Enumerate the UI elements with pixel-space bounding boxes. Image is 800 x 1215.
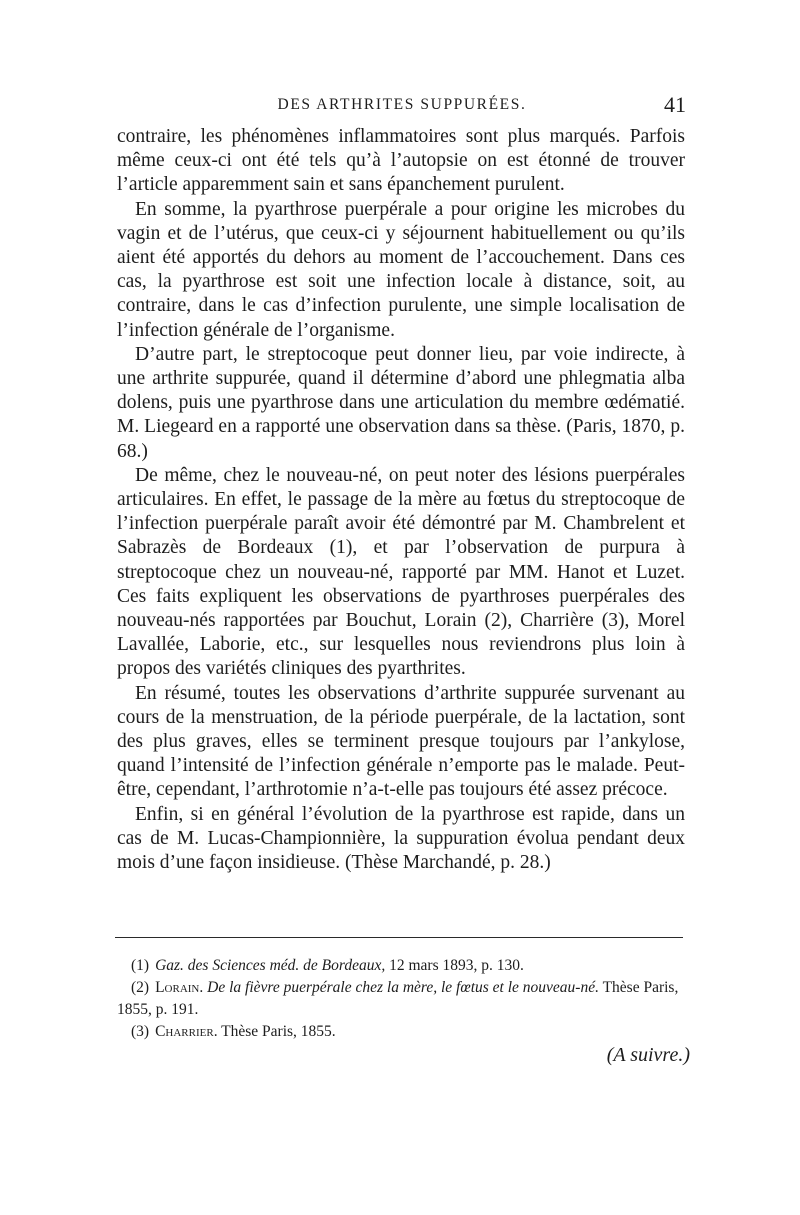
paragraph: Enfin, si en général l’évolution de la pyarthrose est rapide, dans un cas de M. Lucas-Championnière, la suppuration évolua pendant deux mois d’une façon insidieuse. (Thèse Marchandé, p. 28.) [117,803,685,874]
paragraph: En résumé, toutes les observations d’arthrite suppurée survenant au cours de la menstruation, de la période puerpérale, de la lactation, sont des plus graves, elles se terminent presque toujours par l’ankylose, quand l’intensité de l’infection générale n’emporte pas le malade. Peut-être, cependant, l’arthrotomie n’a-t-elle pas toujours été assez précoce. [117,682,685,801]
footnote [117,955,685,977]
paragraph: De même, chez le nouveau-né, on peut noter des lésions puerpérales articulaires. En effet, le passage de la mère au fœtus du streptocoque de l’infection puerpérale paraît avoir été démontré par M. Chambrelent et Sabrazès de Bordeaux (1), et par l’observation de purpura à streptocoque chez un nouveau-né, rapporté par MM. Hanot et Luzet. Ces faits expliquent les observations de pyarthroses puerpérales des nouveau-nés rapportées par Bouchut, Lorain (2), Charrière (3), Morel Lavallée, Laborie, etc., sur lesquelles nous reviendrons plus loin à propos des variétés cliniques des pyarthrites. [117,464,685,680]
footnote-text: Thèse Paris, 1855, p. 191. [117,979,679,1018]
to-be-continued-note: (A suivre.) [606,1044,690,1066]
footnote-text: 12 mars 1893, p. 130. [385,957,524,974]
footnote-author: Lorain. [155,979,204,996]
footnote-number: (2) [131,979,150,996]
footnote [117,1021,685,1043]
page-header [118,92,686,122]
footnote-number: (1) [131,957,150,974]
footnote-journal: Gaz. des Sciences méd. de Bordeaux, [155,957,386,974]
paragraph: D’autre part, le streptocoque peut donner lieu, par voie indirecte, à une arthrite suppurée, quand il détermine d’abord une phlegmatia alba dolens, puis une pyarthrose dans une articulation du membre œdématié. M. Liegeard en a rapporté une observation dans sa thèse. (Paris, 1870, p. 68.) [117,343,685,462]
footnote-author: Charrier. [155,1023,218,1040]
paragraph: contraire, les phénomènes inflammatoires sont plus marqués. Parfois même ceux-ci ont été tels qu’à l’autopsie on est étonné de trouver l’article apparemment sain et sans épanchement purulent. [117,126,685,196]
running-head: DES ARTHRITES SUPPURÉES. [277,96,527,113]
main-text [117,125,685,875]
paragraph: En somme, la pyarthrose puerpérale a pour origine les microbes du vagin et de l’utérus, que ceux-ci y séjournent habituellement ou qu’ils aient été apportés du dehors au moment de l’accouchement. Dans ces cas, la pyarthrose est soit une infection locale à distance, soit, au contraire, dans le cas d’infection purulente, une simple localisation de l’infection générale de l’organisme. [117,198,685,341]
footnote-title: De la fièvre puerpérale chez la mère, le fœtus et le nouveau-né. [203,979,599,996]
footnote-text: Thèse Paris, 1855. [217,1023,336,1040]
footnote-separator-rule [115,937,683,938]
page-number: 41 [664,92,686,117]
footnote-number: (3) [131,1023,150,1040]
footnote [117,977,685,1021]
footnotes [117,955,685,1043]
